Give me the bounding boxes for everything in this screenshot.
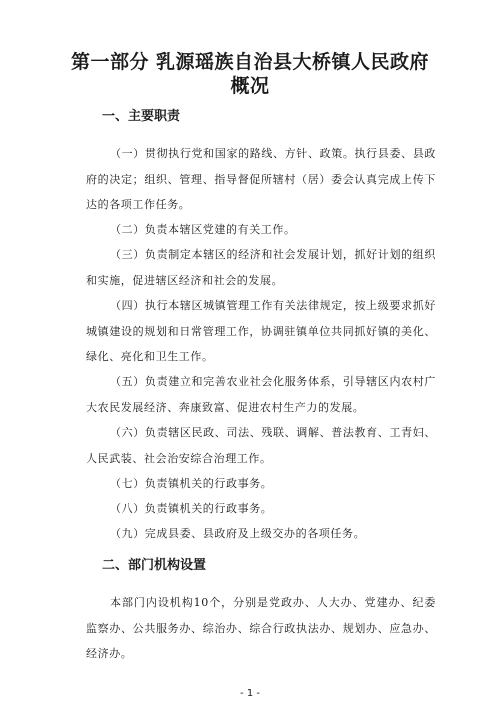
page-title <box>60 50 440 98</box>
duty-item-4: （四）执行本辖区城镇管理工作有关法律规定，按上级要求抓好城镇建设的规划和日常管理工作，协调驻镇单位共同抓好镇的美化、绿化、亮化和卫生工作。 <box>86 299 436 363</box>
duty-item-6: （六）负责辖区民政、司法、残联、调解、普法教育、工青妇、人民武装、社会治安综合治理工作。 <box>86 426 436 465</box>
duty-item-9: （九）完成县委、县政府及上级交办的各项任务。 <box>110 527 366 540</box>
duty-item-3: （三）负责制定本辖区的经济和社会发展计划，抓好计划的组织和实施，促进辖区经济和社会的发展。 <box>86 248 436 287</box>
duty-item-1: （一）贯彻执行党和国家的路线、方针、政策。执行县委、县政府的决定；组织、管理、指导督促所辖村（居）委会认真完成上传下达的各项工作任务。 <box>86 147 436 211</box>
org-structure-paragraph: 本部门内设机构10个，分别是党政办、人大办、党建办、纪委监察办、公共服务办、综治办、综合行政执法办、规划办、应急办、经济办。 <box>86 596 436 660</box>
section-heading-org-structure: 二、部门机构设置 <box>102 558 207 573</box>
duty-item-5: （五）负责建立和完善农业社会化服务体系，引导辖区内农村广大农民发展经济、奔康致富、促进农村生产力的发展。 <box>86 375 436 414</box>
title-line-1: 第一部分 乳源瑶族自治县大桥镇人民政府 <box>70 51 430 73</box>
duty-item-7: （七）负责镇机关的行政事务。 <box>110 477 273 490</box>
duty-item-2: （二）负责本辖区党建的有关工作。 <box>110 223 296 236</box>
section-heading-main-duties: 一、主要职责 <box>102 109 181 124</box>
title-line-2: 概况 <box>230 75 270 97</box>
duty-item-8: （八）负责镇机关的行政事务。 <box>110 502 273 515</box>
page-number: - 1 - <box>240 688 260 699</box>
